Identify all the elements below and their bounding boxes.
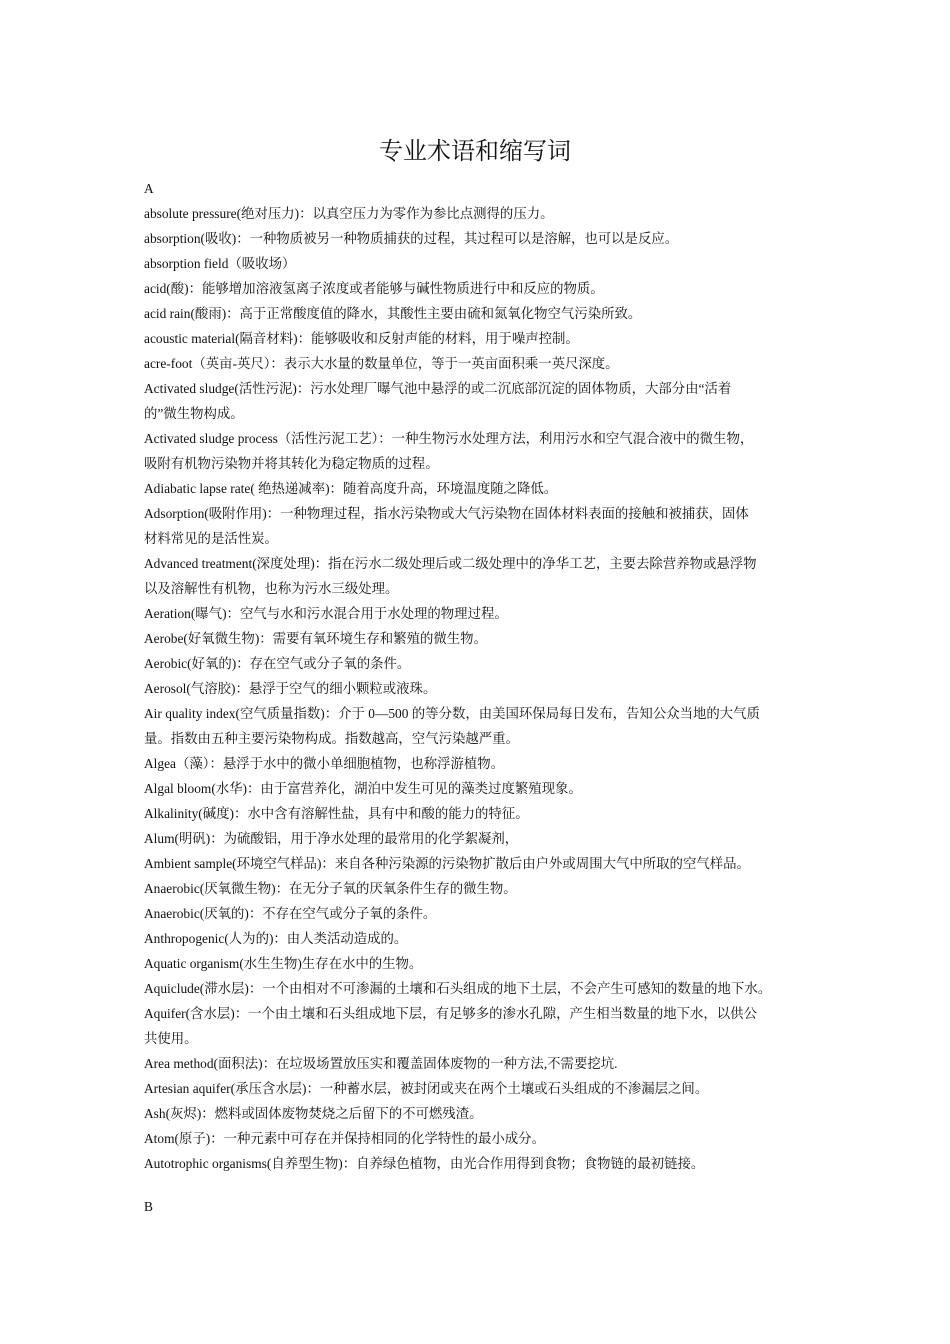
entry-text-line: Aerosol(气溶胶)：悬浮于空气的细小颗粒或液珠。 <box>144 681 437 696</box>
entry-text-line: Aquifer(含水层)：一个由土壤和石头组成地下层，有足够多的渗水孔隙，产生相当数量的地下水，以供公 <box>144 1006 757 1021</box>
glossary-entry <box>144 376 814 426</box>
entry-text-line: Activated sludge process（活性污泥工艺）：一种生物污水处理方法，利用污水和空气混合液中的微生物， <box>144 431 754 446</box>
entry-text-line: Advanced treatment(深度处理)：指在污水二级处理后或二级处理中的净华工艺，主要去除营养物或悬浮物 <box>144 556 757 571</box>
entry-text-line: acid rain(酸雨)：高于正常酸度值的降水，其酸性主要由硫和氮氧化物空气污染所致。 <box>144 306 642 321</box>
entry-text-line: Aerobic(好氧的)：存在空气或分子氧的条件。 <box>144 656 411 671</box>
entry-text-line: acid(酸)：能够增加溶液氢离子浓度或者能够与碱性物质进行中和反应的物质。 <box>144 281 604 296</box>
entry-text-line: Air quality index(空气质量指数)：介于 0—500 的等分数，由美国环保局每日发布，告知公众当地的大气质 <box>144 706 760 721</box>
entry-text-line: Aeration(曝气)：空气与水和污水混合用于水处理的物理过程。 <box>144 606 508 621</box>
glossary-entry <box>144 751 814 776</box>
glossary-entry <box>144 951 814 976</box>
glossary-section-a <box>144 176 814 1176</box>
page-title: 专业术语和缩写词 <box>379 139 571 165</box>
entry-text-line: 共使用。 <box>144 1031 198 1046</box>
glossary-entry <box>144 301 814 326</box>
glossary-entry <box>144 926 814 951</box>
entry-text-line: Anaerobic(厌氧的)：不存在空气或分子氧的条件。 <box>144 906 437 921</box>
glossary-entry <box>144 851 814 876</box>
glossary-entry <box>144 901 814 926</box>
entry-text-line: 材料常见的是活性炭。 <box>144 531 278 546</box>
entry-text-line: Anthropogenic(人为的)：由人类活动造成的。 <box>144 931 408 946</box>
entry-text-line: Autotrophic organisms(自养型生物)：自养绿色植物，由光合作用得到食物；食物链的最初链接。 <box>144 1156 705 1171</box>
section-heading-a: A <box>144 181 154 196</box>
entry-text-line: Algea（藻）：悬浮于水中的微小单细胞植物，也称浮游植物。 <box>144 756 505 771</box>
entry-text-line: Atom(原子)：一种元素中可存在并保持相同的化学特性的最小成分。 <box>144 1131 545 1146</box>
entry-text-line: Aquiclude(滞水层)：一个由相对不可渗漏的土壤和石头组成的地下土层，不会产生可感知的数量的地下水。 <box>144 981 772 996</box>
glossary-entry <box>144 1126 814 1151</box>
entry-text-line: Adsorption(吸附作用)：一种物理过程，指水污染物或大气污染物在固体材料表面的接触和被捕获，固体 <box>144 506 749 521</box>
glossary-entry <box>144 1051 814 1076</box>
glossary-entry <box>144 1001 814 1051</box>
entry-text-line: absorption field（吸收场） <box>144 256 296 271</box>
glossary-entry <box>144 426 814 476</box>
entry-text-line: Aquatic organism(水生生物)生存在水中的生物。 <box>144 956 423 971</box>
entry-text-line: Anaerobic(厌氧微生物)：在无分子氧的厌氧条件生存的微生物。 <box>144 881 517 896</box>
glossary-entry <box>144 701 814 751</box>
entry-text-line: absorption(吸收)：一种物质被另一种物质捕获的过程，其过程可以是溶解，也可以是反应。 <box>144 231 679 246</box>
glossary-entry <box>144 601 814 626</box>
section-heading-b: B <box>144 1199 153 1214</box>
entry-text-line: 吸附有机物污染物并将其转化为稳定物质的过程。 <box>144 456 439 471</box>
entry-text-line: acoustic material(隔音材料)：能够吸收和反射声能的材料，用于噪声控制。 <box>144 331 579 346</box>
glossary-entry <box>144 826 814 851</box>
glossary-entry <box>144 226 814 251</box>
glossary-entry <box>144 676 814 701</box>
glossary-entry <box>144 251 814 276</box>
glossary-entry <box>144 976 814 1001</box>
glossary-entry <box>144 651 814 676</box>
entry-text-line: Adiabatic lapse rate( 绝热递减率)：随着高度升高，环境温度随之降低。 <box>144 481 558 496</box>
glossary-entry <box>144 326 814 351</box>
glossary-entry <box>144 1151 814 1176</box>
glossary-entry <box>144 201 814 226</box>
glossary-entry <box>144 276 814 301</box>
entry-text-line: Area method(面积法)：在垃圾场置放压实和覆盖固体废物的一种方法,不需要挖坑. <box>144 1056 618 1071</box>
glossary-entry <box>144 551 814 601</box>
glossary-entry <box>144 351 814 376</box>
glossary-entry <box>144 501 814 551</box>
entry-text-line: Activated sludge(活性污泥)：污水处理厂曝气池中悬浮的或二沉底部沉淀的固体物质，大部分由“活着 <box>144 381 732 396</box>
glossary-entry <box>144 1101 814 1126</box>
entry-text-line: 量。指数由五种主要污染物构成。指数越高，空气污染越严重。 <box>144 731 519 746</box>
entry-text-line: 以及溶解性有机物，也称为污水三级处理。 <box>144 581 399 596</box>
entry-text-line: Ambient sample(环境空气样品)：来自各种污染源的污染物扩散后由户外或周围大气中所取的空气样品。 <box>144 856 750 871</box>
entry-text-line: acre-foot（英亩-英尺）：表示大水量的数量单位，等于一英亩面积乘一英尺深度。 <box>144 356 619 371</box>
glossary-entry <box>144 776 814 801</box>
entry-text-line: Algal bloom(水华)：由于富营养化，湖泊中发生可见的藻类过度繁殖现象。 <box>144 781 582 796</box>
entry-text-line: Artesian aquifer(承压含水层)：一种蓄水层，被封闭或夹在两个土壤或石头组成的不渗漏层之间。 <box>144 1081 709 1096</box>
glossary-entry <box>144 1076 814 1101</box>
entry-text-line: 的”微生物构成。 <box>144 406 244 421</box>
entry-text-line: Ash(灰烬)：燃料或固体废物焚烧之后留下的不可燃残渣。 <box>144 1106 483 1121</box>
glossary-entry <box>144 801 814 826</box>
entry-text-line: Alum(明矾)：为硫酸铝，用于净水处理的最常用的化学絮凝剂， <box>144 831 519 846</box>
entry-text-line: Aerobe(好氧微生物)：需要有氧环境生存和繁殖的微生物。 <box>144 631 487 646</box>
glossary-entry <box>144 876 814 901</box>
glossary-entry <box>144 476 814 501</box>
entry-text-line: absolute pressure(绝对压力)：以真空压力为零作为参比点测得的压力。 <box>144 206 554 221</box>
glossary-entry <box>144 626 814 651</box>
entry-text-line: Alkalinity(碱度)：水中含有溶解性盐，具有中和酸的能力的特征。 <box>144 806 529 821</box>
